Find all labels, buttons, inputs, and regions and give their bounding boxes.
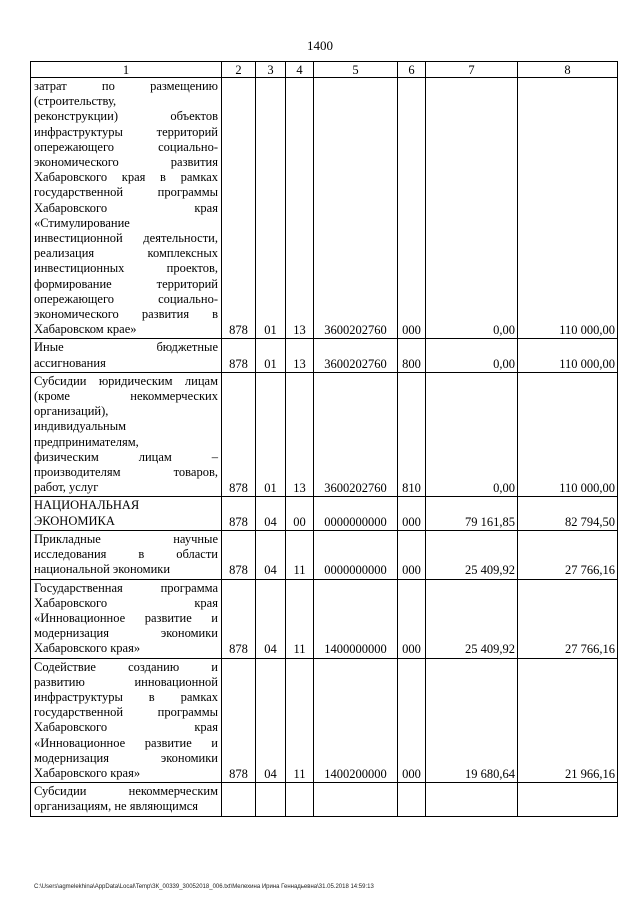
col-3-section: 04 [256,579,286,658]
col-6-type: 000 [398,579,426,658]
table-row [31,579,618,658]
row-name-line: опережающего социально- [34,139,218,154]
col-6-type: 000 [398,78,426,339]
row-name-line: Хабаровского края в рамках [34,170,218,185]
col-4-subsection: 13 [286,339,314,372]
row-name [31,579,222,658]
col-5-target: 1400000000 [314,579,398,658]
row-name [31,783,222,816]
row-name-line: Субсидии юридическим лицам [34,373,218,388]
row-name-line: организациям, не являющимся [34,799,199,814]
row-name-line: работ, услуг [34,480,99,495]
col-7-amount: 25 409,92 [426,579,518,658]
table-row [31,372,618,497]
col-8-amount: 110 000,00 [518,78,618,339]
row-name-line: организаций), [34,404,109,419]
col-header-5: 5 [314,62,398,78]
col-header-4: 4 [286,62,314,78]
col-header-2: 2 [222,62,256,78]
col-2-code: 878 [222,658,256,783]
col-5-target: 1400200000 [314,658,398,783]
row-name-line: Субсидии некоммерческим [34,784,218,799]
col-3-section: 04 [256,658,286,783]
col-7-amount: 25 409,92 [426,530,518,579]
row-name-line: Прикладные научные [34,531,218,546]
col-7-amount: 0,00 [426,372,518,497]
row-name-line: предпринимателям, [34,434,139,449]
row-name [31,78,222,339]
col-4-subsection: 11 [286,530,314,579]
col-4-subsection: 13 [286,78,314,339]
row-name-line: Хабаровского края» [34,765,141,780]
row-name-line: развитию инновационной [34,674,218,689]
row-name-line: реконструкции) объектов [34,109,218,124]
col-8-amount [518,783,618,816]
col-header-3: 3 [256,62,286,78]
col-7-amount: 19 680,64 [426,658,518,783]
col-4-subsection: 11 [286,658,314,783]
col-3-section: 01 [256,78,286,339]
col-3-section: 01 [256,339,286,372]
col-4-subsection: 13 [286,372,314,497]
row-name-line: исследования в области [34,547,218,562]
col-8-amount: 110 000,00 [518,372,618,497]
row-name-line: «Инновационное развитие и [34,610,218,625]
header-row [31,62,618,78]
col-3-section: 04 [256,497,286,530]
col-8-amount: 21 966,16 [518,658,618,783]
col-2-code: 878 [222,530,256,579]
col-6-type: 000 [398,658,426,783]
row-name [31,497,222,530]
col-4-subsection: 11 [286,579,314,658]
row-name-line: модернизация экономики [34,750,218,765]
col-6-type [398,783,426,816]
row-name-line: Иные бюджетные [34,340,218,355]
col-2-code: 878 [222,339,256,372]
row-name-line: инфраструктуры в рамках [34,689,218,704]
col-2-code: 878 [222,372,256,497]
page-number: 1400 [307,38,333,53]
row-name [31,658,222,783]
col-3-section: 01 [256,372,286,497]
col-2-code: 878 [222,78,256,339]
col-5-target: 0000000000 [314,497,398,530]
table-row [31,339,618,372]
table-row [31,497,618,530]
col-8-amount: 27 766,16 [518,579,618,658]
row-name-line: «Инновационное развитие и [34,735,218,750]
table-row [31,658,618,783]
row-name-line: Хабаровского края» [34,641,141,656]
row-name-line: Государственная программа [34,580,218,595]
col-5-target: 3600202760 [314,78,398,339]
row-name-line: НАЦИОНАЛЬНАЯ [34,498,140,513]
col-8-amount: 110 000,00 [518,339,618,372]
col-3-section: 04 [256,530,286,579]
row-name-line: формирование территорий [34,276,218,291]
row-name-line: модернизация экономики [34,626,218,641]
row-name-line: государственной программы [34,185,218,200]
row-name [31,372,222,497]
col-8-amount: 27 766,16 [518,530,618,579]
row-name-line: инфраструктуры территорий [34,124,218,139]
row-name-line: «Стимулирование [34,215,130,230]
col-7-amount: 0,00 [426,339,518,372]
col-2-code: 878 [222,497,256,530]
col-6-type: 000 [398,530,426,579]
row-name-line: ЭКОНОМИКА [34,513,115,528]
col-7-amount: 79 161,85 [426,497,518,530]
row-name-line: (кроме некоммерческих [34,389,218,404]
col-8-amount: 82 794,50 [518,497,618,530]
col-6-type: 810 [398,372,426,497]
row-name-line: Хабаровском крае» [34,322,137,337]
file-path-footer: C:\Users\agmelekhina\AppData\Local\Temp\ЗК_00339_30052018_006.txt\Мелехина Ирина Геннадьевна\31.05.2018 14:59:13 [34,884,374,890]
row-name-line: производителям товаров, [34,465,218,480]
col-5-target: 3600202760 [314,339,398,372]
row-name-line: Хабаровского края [34,200,218,215]
col-5-target [314,783,398,816]
row-name-line: национальной экономики [34,562,171,577]
row-name-line: ассигнования [34,355,106,370]
row-name-line: Содействие созданию и [34,659,218,674]
col-header-1: 1 [31,62,222,78]
col-6-type: 000 [398,497,426,530]
col-4-subsection: 00 [286,497,314,530]
row-name-line: экономического развития в [34,307,218,322]
col-2-code [222,783,256,816]
row-name-line: физическим лицам – [34,449,218,464]
row-name-line: (строительству, [34,94,117,109]
row-name-line: Хабаровского края [34,595,218,610]
row-name-line: экономического развития [34,155,218,170]
col-5-target: 3600202760 [314,372,398,497]
col-header-6: 6 [398,62,426,78]
row-name-line: государственной программы [34,705,218,720]
row-name-line: инвестиционной деятельности, [34,231,218,246]
col-3-section [256,783,286,816]
col-header-7: 7 [426,62,518,78]
col-7-amount: 0,00 [426,78,518,339]
row-name-line: инвестиционных проектов, [34,261,218,276]
col-header-8: 8 [518,62,618,78]
col-6-type: 800 [398,339,426,372]
row-name [31,339,222,372]
col-5-target: 0000000000 [314,530,398,579]
col-7-amount [426,783,518,816]
row-name [31,530,222,579]
row-name-line: реализация комплексных [34,246,218,261]
row-name-line: индивидуальным [34,419,127,434]
row-name-line: Хабаровского края [34,720,218,735]
row-name-line: опережающего социально- [34,291,218,306]
row-name-line: затрат по размещению [34,79,218,93]
table-row [31,783,618,816]
col-4-subsection [286,783,314,816]
table-row [31,78,618,339]
table-row [31,530,618,579]
col-2-code: 878 [222,579,256,658]
budget-table [30,61,618,817]
